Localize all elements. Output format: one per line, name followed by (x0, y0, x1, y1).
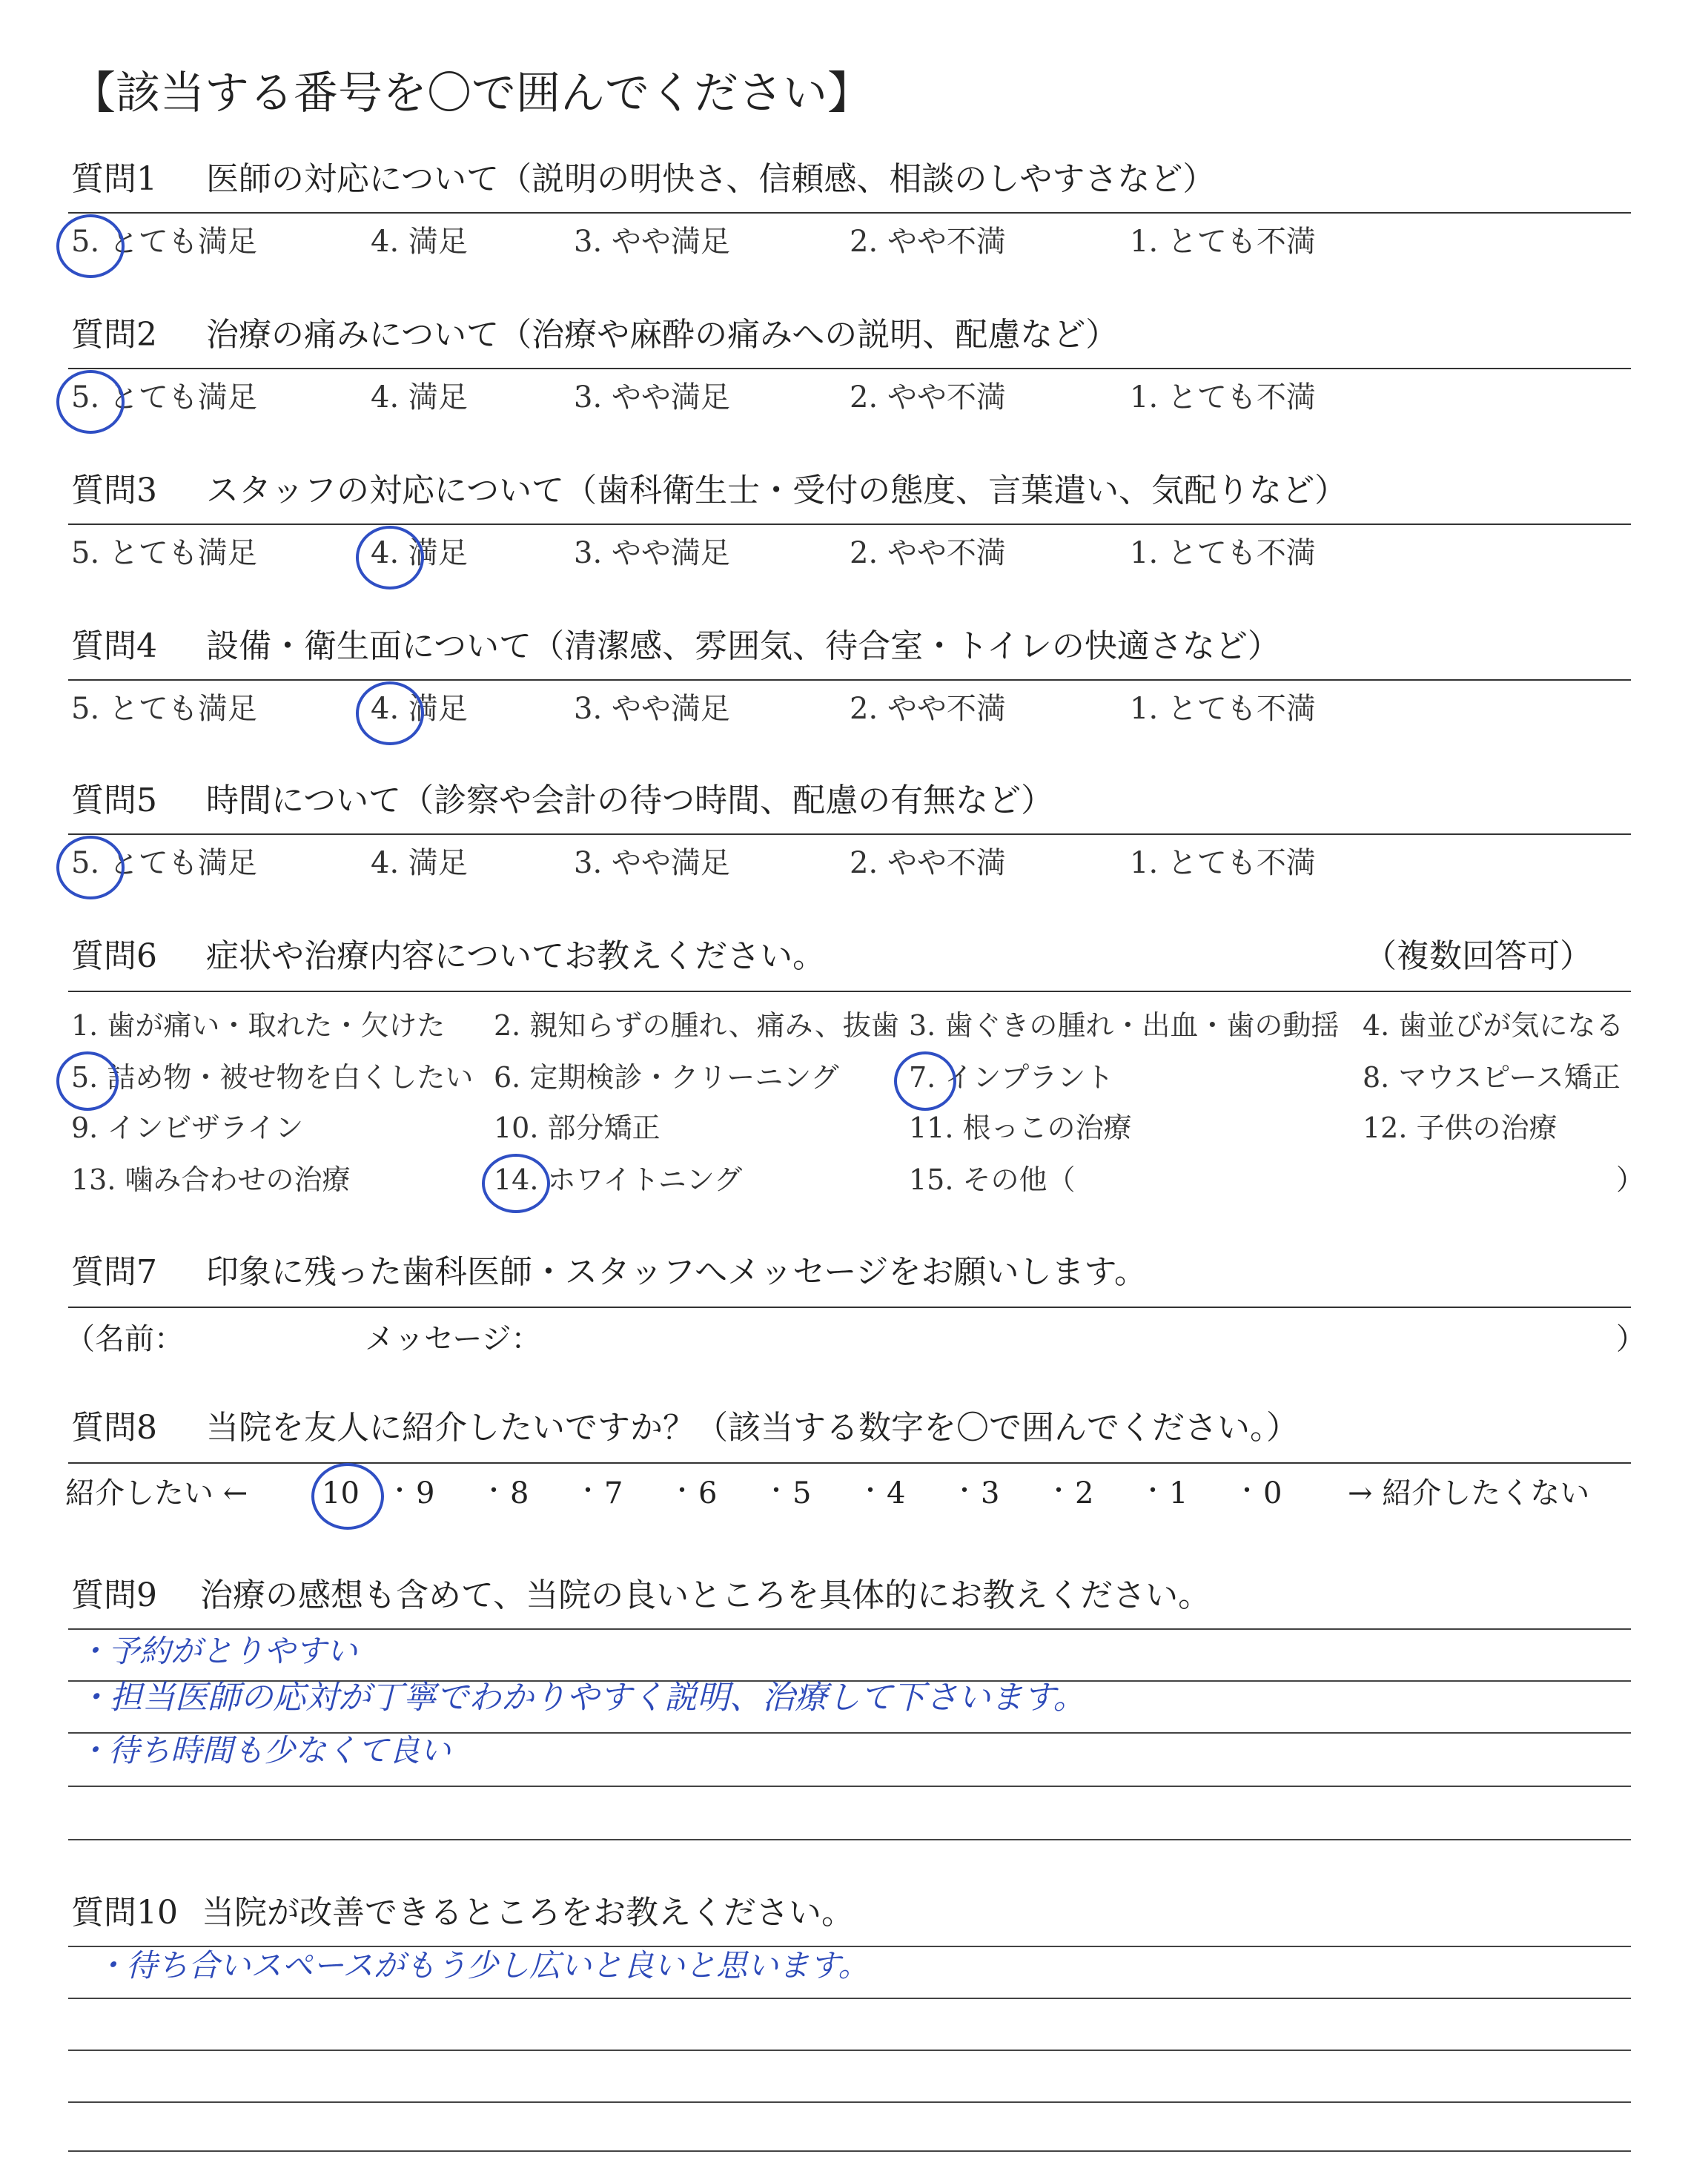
question-6-option-7: 7. インプラント (909, 1061, 1114, 1094)
question-8-label: 質問8 (71, 1409, 157, 1447)
question-8-separator: ・ (481, 1476, 506, 1506)
question-7-text: 印象に残った歯科医師・スタッフへメッセージをお願いします。 (206, 1253, 1147, 1291)
question-9-handwritten-answer-1: ・予約がとりやすい (77, 1633, 358, 1669)
question-4-label: 質問4 (71, 627, 157, 665)
question-8-separator: ・ (575, 1476, 600, 1506)
question-9-handwritten-answer-2: ・担当医師の応対が丁寧でわかりやすく説明、治療して下さいます。 (77, 1679, 1086, 1717)
question-6-option-8: 8. マウスピース矯正 (1363, 1061, 1621, 1094)
question-8-answer-circle[interactable] (311, 1463, 384, 1530)
question-6-option-13: 13. 噛み合わせの治療 (71, 1163, 351, 1196)
question-8-separator: ・ (387, 1476, 412, 1506)
question-10-answer-line-2 (68, 1998, 1631, 1999)
question-4-option-5: 5. とても満足 (71, 692, 257, 726)
question-8-scale-1: 1 (1169, 1476, 1188, 1510)
question-5-option-2: 2. やや不満 (850, 846, 1006, 880)
question-8-separator: ・ (1140, 1476, 1165, 1506)
question-6-option-2: 2. 親知らずの腫れ、痛み、抜歯 (494, 1009, 899, 1042)
question-8-scale-3: 3 (981, 1476, 1000, 1510)
question-8-scale-5: 5 (792, 1476, 812, 1510)
question-6-option-1: 1. 歯が痛い・取れた・欠けた (71, 1009, 446, 1042)
question-6-option-10: 10. 部分矯正 (494, 1112, 661, 1144)
question-3-label: 質問3 (71, 472, 157, 509)
question-6-option-4: 4. 歯並びが気になる (1363, 1009, 1624, 1042)
question-6-label: 質問6 (71, 937, 157, 975)
question-7-close-paren: ） (1616, 1322, 1646, 1356)
question-10-answer-line-4 (68, 2101, 1631, 2103)
question-8-separator: ・ (1234, 1476, 1260, 1506)
question-4-option-3: 3. やや満足 (574, 692, 730, 726)
question-4-rule (68, 679, 1631, 681)
question-8-scale-10: 10 (322, 1476, 360, 1510)
question-8-scale-6: 6 (698, 1476, 718, 1510)
question-9-answer-line-4 (68, 1786, 1631, 1787)
question-5-answer-circle[interactable] (56, 836, 125, 899)
question-6-answer-circle-14[interactable] (482, 1154, 550, 1213)
question-6-note: （複数回答可） (1364, 937, 1592, 975)
question-7-name-label: （名前： (65, 1322, 184, 1356)
question-9-label: 質問9 (71, 1576, 157, 1614)
question-6-option-9: 9. インビザライン (71, 1112, 304, 1144)
question-2-label: 質問2 (71, 316, 157, 354)
question-8-scale-0: 0 (1263, 1476, 1282, 1510)
question-6-text: 症状や治療内容についてお教えください。 (206, 937, 826, 975)
question-6-option-6: 6. 定期検診・クリーニング (494, 1061, 839, 1094)
question-2-option-2: 2. やや不満 (850, 380, 1006, 415)
question-3-option-4: 4. 満足 (371, 536, 468, 570)
question-6-option-11: 11. 根っこの治療 (909, 1112, 1132, 1144)
question-6-answer-circle-5[interactable] (56, 1051, 119, 1111)
question-6-option-12: 12. 子供の治療 (1363, 1112, 1558, 1144)
question-8-separator: ・ (669, 1476, 695, 1506)
question-4-text: 設備・衛生面について（清潔感、雰囲気、待合室・トイレの快適さなど） (206, 627, 1280, 665)
question-1-option-5: 5. とても満足 (71, 225, 257, 259)
question-9-answer-line-5 (68, 1839, 1631, 1840)
question-6-option-3: 3. 歯ぐきの腫れ・出血・歯の動揺 (909, 1009, 1340, 1042)
question-6-option-5: 5. 詰め物・被せ物を白くしたい (71, 1061, 474, 1094)
question-2-option-3: 3. やや満足 (574, 380, 730, 415)
question-8-rule (68, 1462, 1631, 1464)
question-8-separator: ・ (858, 1476, 883, 1506)
question-4-option-4: 4. 満足 (371, 692, 468, 726)
question-8-separator: ・ (952, 1476, 977, 1506)
question-7-rule (68, 1307, 1631, 1308)
question-8-scale-2: 2 (1075, 1476, 1094, 1510)
question-10-handwritten-answer-1: ・待ち合いスペースがもう少し広いと良いと思います。 (95, 1947, 870, 1984)
question-2-rule (68, 368, 1631, 369)
question-8-scale-8: 8 (510, 1476, 529, 1510)
question-3-option-5: 5. とても満足 (71, 536, 257, 570)
question-1-answer-circle[interactable] (56, 214, 125, 278)
question-3-answer-circle[interactable] (356, 526, 424, 589)
question-1-option-1: 1. とても不満 (1130, 225, 1316, 259)
question-1-option-2: 2. やや不満 (850, 225, 1006, 259)
question-6-option-14: 14. ホワイトニング (494, 1163, 743, 1196)
question-6-answer-circle-7[interactable] (894, 1051, 956, 1111)
question-6-rule (68, 991, 1631, 992)
question-9-handwritten-answer-3: ・待ち時間も少なくて良い (77, 1732, 451, 1768)
question-10-answer-line-3 (68, 2050, 1631, 2051)
question-3-option-2: 2. やや不満 (850, 536, 1006, 570)
question-3-rule (68, 524, 1631, 525)
question-8-scale-9: 9 (416, 1476, 435, 1510)
question-2-answer-circle[interactable] (56, 370, 125, 434)
question-1-text: 医師の対応について（説明の明快さ、信頼感、相談のしやすさなど） (206, 160, 1216, 198)
question-3-text: スタッフの対応について（歯科衛生士・受付の態度、言葉遣い、気配りなど） (206, 472, 1348, 509)
question-7-label: 質問7 (71, 1253, 157, 1291)
question-8-scale-7: 7 (604, 1476, 623, 1510)
question-2-text: 治療の痛みについて（治療や麻酔の痛みへの説明、配慮など） (206, 316, 1119, 354)
question-3-option-1: 1. とても不満 (1130, 536, 1316, 570)
question-7-message-label: メッセージ： (365, 1322, 541, 1356)
question-8-text: 当院を友人に紹介したいですか？（該当する数字を〇で囲んでください。） (206, 1409, 1299, 1447)
question-5-option-5: 5. とても満足 (71, 846, 257, 880)
question-5-option-1: 1. とても不満 (1130, 846, 1316, 880)
question-9-answer-line-1 (68, 1628, 1631, 1630)
question-10-text: 当院が改善できるところをお教えください。 (202, 1894, 854, 1932)
question-4-answer-circle[interactable] (356, 681, 424, 745)
question-4-option-1: 1. とても不満 (1130, 692, 1316, 726)
question-1-label: 質問1 (71, 160, 157, 198)
question-9-text: 治療の感想も含めて、当院の良いところを具体的にお教えください。 (200, 1576, 1211, 1614)
question-2-option-1: 1. とても不満 (1130, 380, 1316, 415)
question-10-label: 質問10 (71, 1894, 178, 1932)
question-6-other-close: ） (1616, 1163, 1645, 1196)
question-8-separator: ・ (1046, 1476, 1071, 1506)
question-3-option-3: 3. やや満足 (574, 536, 730, 570)
question-8-scale-4: 4 (887, 1476, 906, 1510)
question-5-text: 時間について（診察や会計の待つ時間、配慮の有無など） (206, 782, 1054, 819)
question-5-rule (68, 833, 1631, 835)
question-10-answer-line-5 (68, 2150, 1631, 2152)
instruction-title: 【該当する番号を〇で囲んでください】 (71, 67, 872, 119)
question-5-option-4: 4. 満足 (371, 846, 468, 880)
question-6-option-15: 15. その他（ (909, 1163, 1076, 1196)
question-5-label: 質問5 (71, 782, 157, 819)
question-2-option-5: 5. とても満足 (71, 380, 257, 415)
question-1-rule (68, 212, 1631, 214)
question-8-separator: ・ (764, 1476, 789, 1506)
question-8-left-label: 紹介したい ← (65, 1476, 248, 1510)
question-1-option-3: 3. やや満足 (574, 225, 730, 259)
question-1-option-4: 4. 満足 (371, 225, 468, 259)
question-5-option-3: 3. やや満足 (574, 846, 730, 880)
question-4-option-2: 2. やや不満 (850, 692, 1006, 726)
question-8-right-label: → 紹介したくない (1348, 1476, 1590, 1510)
question-2-option-4: 4. 満足 (371, 380, 468, 415)
